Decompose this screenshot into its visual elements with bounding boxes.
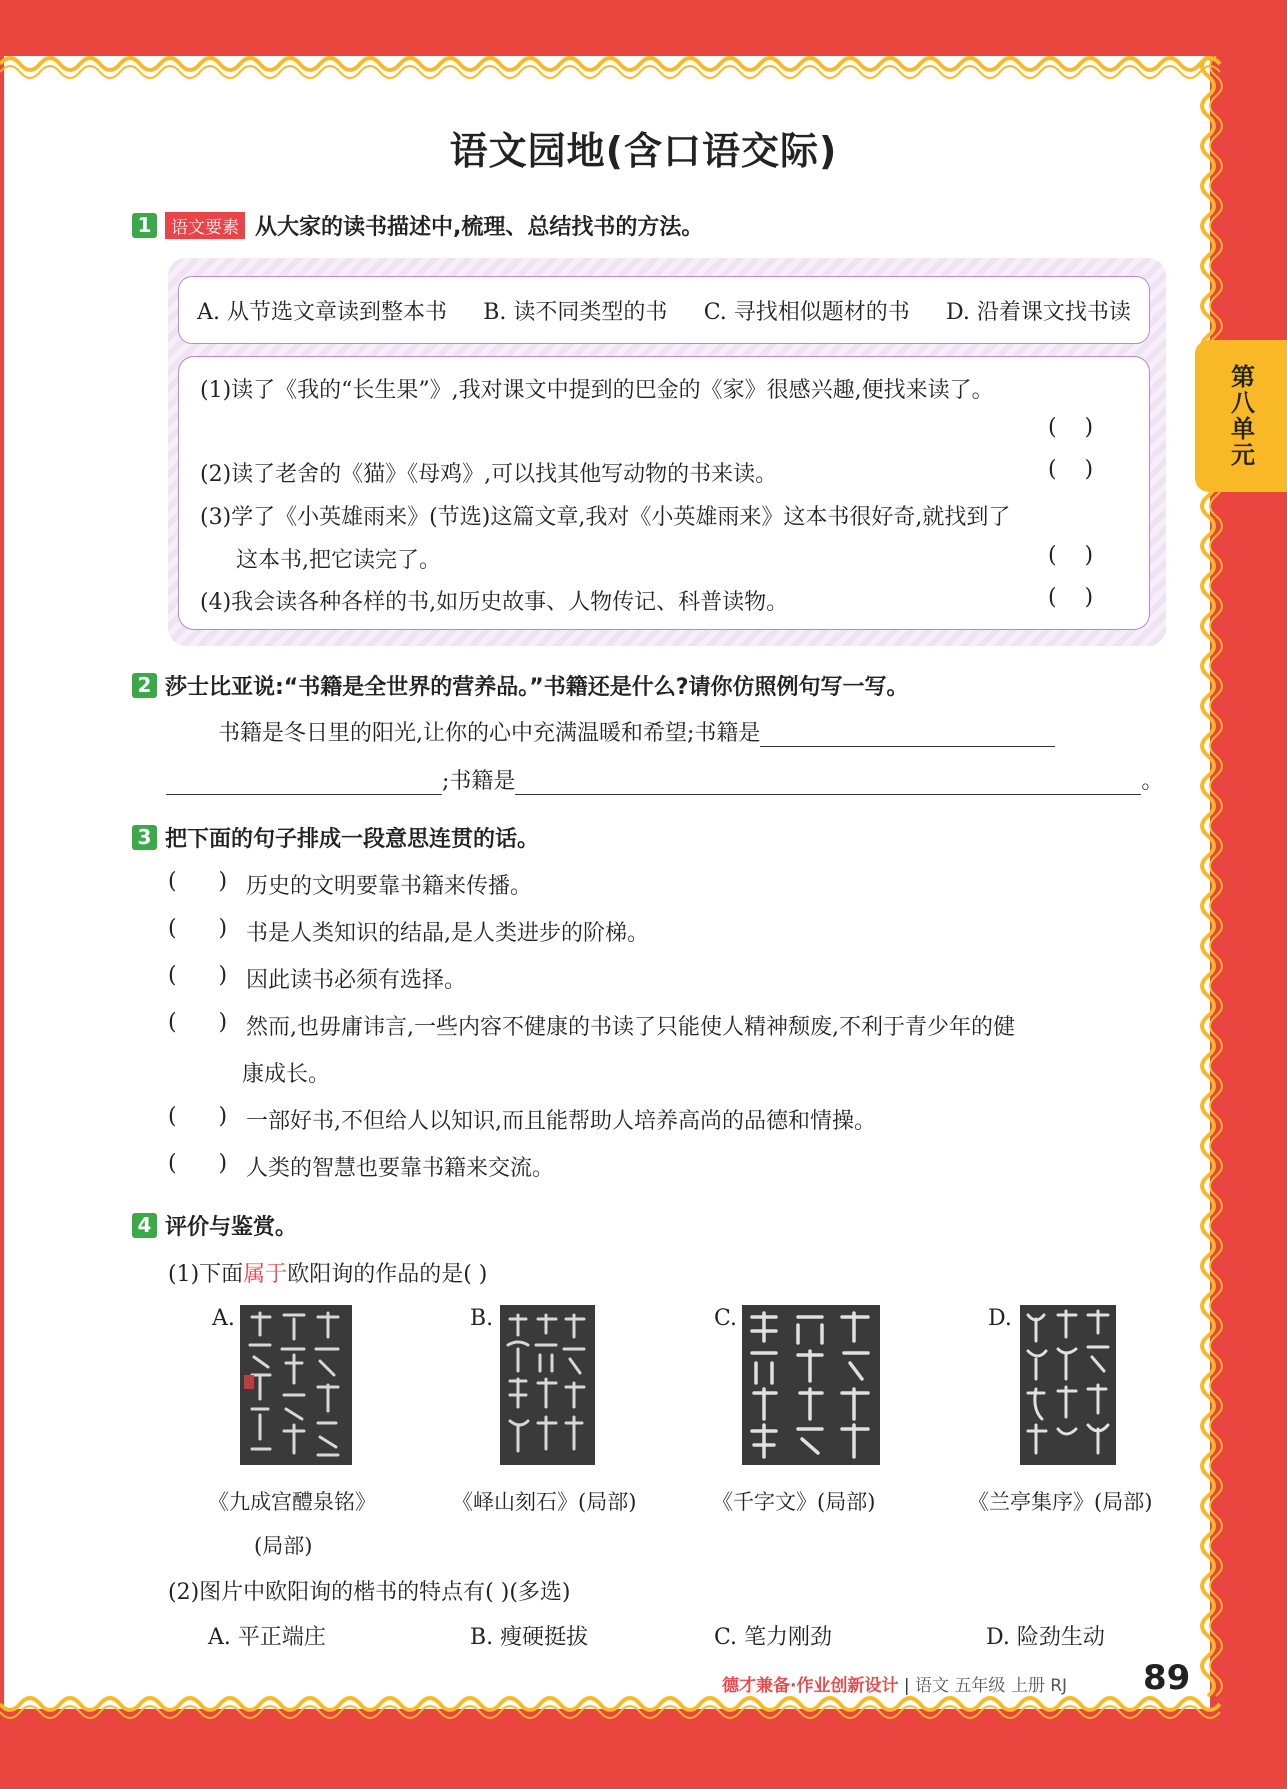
page-title: 语文园地(含口语交际)	[449, 129, 838, 173]
q3-answer-6[interactable]: ( )	[168, 1151, 228, 1176]
q4-choice-b-caption: 《峄山刻石》(局部)	[452, 1490, 637, 1514]
q2-number: 2	[132, 673, 157, 698]
wavy-bottom-border	[0, 1690, 1287, 1730]
q3-answer-2[interactable]: ( )	[168, 916, 228, 941]
q4-heading	[132, 1210, 297, 1241]
q3-sentence-3: 因此读书必须有选择。	[246, 968, 467, 993]
q4-choice-d-letter: D.	[988, 1306, 1012, 1331]
q3-answer-3[interactable]: ( )	[168, 963, 228, 988]
q1-item-3-cont: 这本书,把它读完了。	[236, 548, 441, 573]
q3-heading	[132, 822, 539, 853]
q3-sentence-4-cont: 康成长。	[242, 1062, 331, 1087]
q1-item-4: (4)我会读各种各样的书,如历史故事、人物传记、科普读物。	[200, 590, 789, 615]
q1-option-b: B. 读不同类型的书	[483, 299, 668, 325]
q4-choice-c-letter: C.	[714, 1306, 738, 1331]
q1-option-d: D. 沿着课文找书读	[946, 299, 1131, 325]
q4-sub2: (2)图片中欧阳询的楷书的特点有( )(多选)	[168, 1580, 571, 1605]
q3-sentence-4: 然而,也毋庸讳言,一些内容不健康的书读了只能使人精神颓废,不利于青少年的健	[246, 1015, 1015, 1040]
q1-heading	[132, 210, 703, 241]
q4-choice-a-letter: A.	[212, 1306, 235, 1331]
q1-answer-4[interactable]: ( )	[1048, 585, 1094, 610]
q2-prompt: 莎士比亚说:“书籍是全世界的营养品。”书籍还是什么?请你仿照例句写一写。	[165, 675, 909, 700]
q2-end: 。	[1141, 769, 1164, 794]
q4-sub2-option-a[interactable]: A. 平正端庄	[208, 1625, 326, 1650]
q4-choice-a-caption2: (局部)	[254, 1534, 313, 1558]
q4-sub1-red: 属于	[243, 1262, 288, 1287]
q2-blank-2[interactable]	[166, 770, 442, 795]
q4-choice-a-caption: 《九成宫醴泉铭》	[208, 1490, 376, 1514]
q3-sentence-1: 历史的文明要靠书籍来传播。	[246, 874, 533, 899]
q1-item-3: (3)学了《小英雄雨来》(节选)这篇文章,我对《小英雄雨来》这本书很好奇,就找到了	[200, 505, 1011, 530]
q1-options	[178, 276, 1150, 344]
wavy-right-border	[1190, 56, 1240, 1706]
q1-answer-3[interactable]: ( )	[1048, 543, 1094, 568]
page-number: 89	[1143, 1658, 1191, 1698]
q2-heading	[132, 670, 908, 701]
wavy-top-border	[0, 44, 1287, 84]
q2-line-1	[218, 716, 1055, 747]
unit-tab-label: 第八单元	[1226, 364, 1255, 468]
q1-item-1: (1)读了《我的“长生果”》,我对课文中提到的巴金的《家》很感兴趣,便找来读了。	[200, 378, 994, 403]
q2-blank-1[interactable]	[760, 722, 1055, 747]
q4-choice-c-caption: 《千字文》(局部)	[712, 1490, 876, 1514]
calligraphy-image-a[interactable]	[240, 1305, 352, 1465]
calligraphy-image-c[interactable]	[742, 1305, 880, 1465]
calligraphy-image-d[interactable]	[1020, 1305, 1116, 1465]
q2-blank-3[interactable]	[515, 770, 1141, 795]
q1-answer-1[interactable]: ( )	[1048, 415, 1094, 440]
q3-answer-4[interactable]: ( )	[168, 1010, 228, 1035]
q2-line-2	[166, 764, 1163, 795]
q4-sub2-option-d[interactable]: D. 险劲生动	[986, 1625, 1105, 1650]
q1-option-a: A. 从节选文章读到整本书	[197, 299, 447, 325]
q3-answer-1[interactable]: ( )	[168, 869, 228, 894]
q4-sub1-pre: (1)下面	[168, 1262, 244, 1287]
q1-item-2: (2)读了老舍的《猫》《母鸡》,可以找其他写动物的书来读。	[200, 462, 778, 487]
q1-tag: 语文要素	[165, 212, 245, 239]
unit-tab[interactable]	[1195, 340, 1287, 492]
q1-number: 1	[132, 213, 157, 238]
q2-example: 书籍是冬日里的阳光,让你的心中充满温暖和希望;书籍是	[218, 721, 761, 746]
q1-prompt: 从大家的读书描述中,梳理、总结找书的方法。	[255, 215, 704, 240]
q3-sentence-2: 书是人类知识的结晶,是人类进步的阶梯。	[246, 921, 649, 946]
q2-mid: ;书籍是	[442, 769, 516, 794]
q3-sentence-5: 一部好书,不但给人以知识,而且能帮助人培养高尚的品德和情操。	[246, 1109, 876, 1134]
q4-choice-d-caption: 《兰亭集序》(局部)	[968, 1490, 1153, 1514]
q4-sub2-option-c[interactable]: C. 笔力刚劲	[714, 1625, 833, 1650]
q4-sub1-post: 欧阳询的作品的是( )	[287, 1262, 488, 1287]
q3-answer-5[interactable]: ( )	[168, 1104, 228, 1129]
q1-option-c: C. 寻找相似题材的书	[703, 299, 910, 325]
q1-answer-2[interactable]: ( )	[1048, 457, 1094, 482]
q3-prompt: 把下面的句子排成一段意思连贯的话。	[165, 827, 540, 852]
q4-sub2-option-b[interactable]: B. 瘦硬挺拔	[470, 1625, 589, 1650]
q3-sentence-6: 人类的智慧也要靠书籍来交流。	[246, 1156, 555, 1181]
calligraphy-image-b[interactable]	[500, 1305, 595, 1465]
q4-number: 4	[132, 1213, 157, 1238]
footer-separator: |	[903, 1676, 910, 1696]
footer	[722, 1671, 1067, 1696]
q3-number: 3	[132, 825, 157, 850]
footer-brand: 德才兼备·作业创新设计	[722, 1676, 899, 1696]
footer-meta: 语文 五年级 上册 RJ	[915, 1676, 1068, 1696]
q4-prompt: 评价与鉴赏。	[165, 1215, 298, 1240]
q4-choice-b-letter: B.	[470, 1306, 494, 1331]
q4-sub1	[168, 1257, 487, 1288]
